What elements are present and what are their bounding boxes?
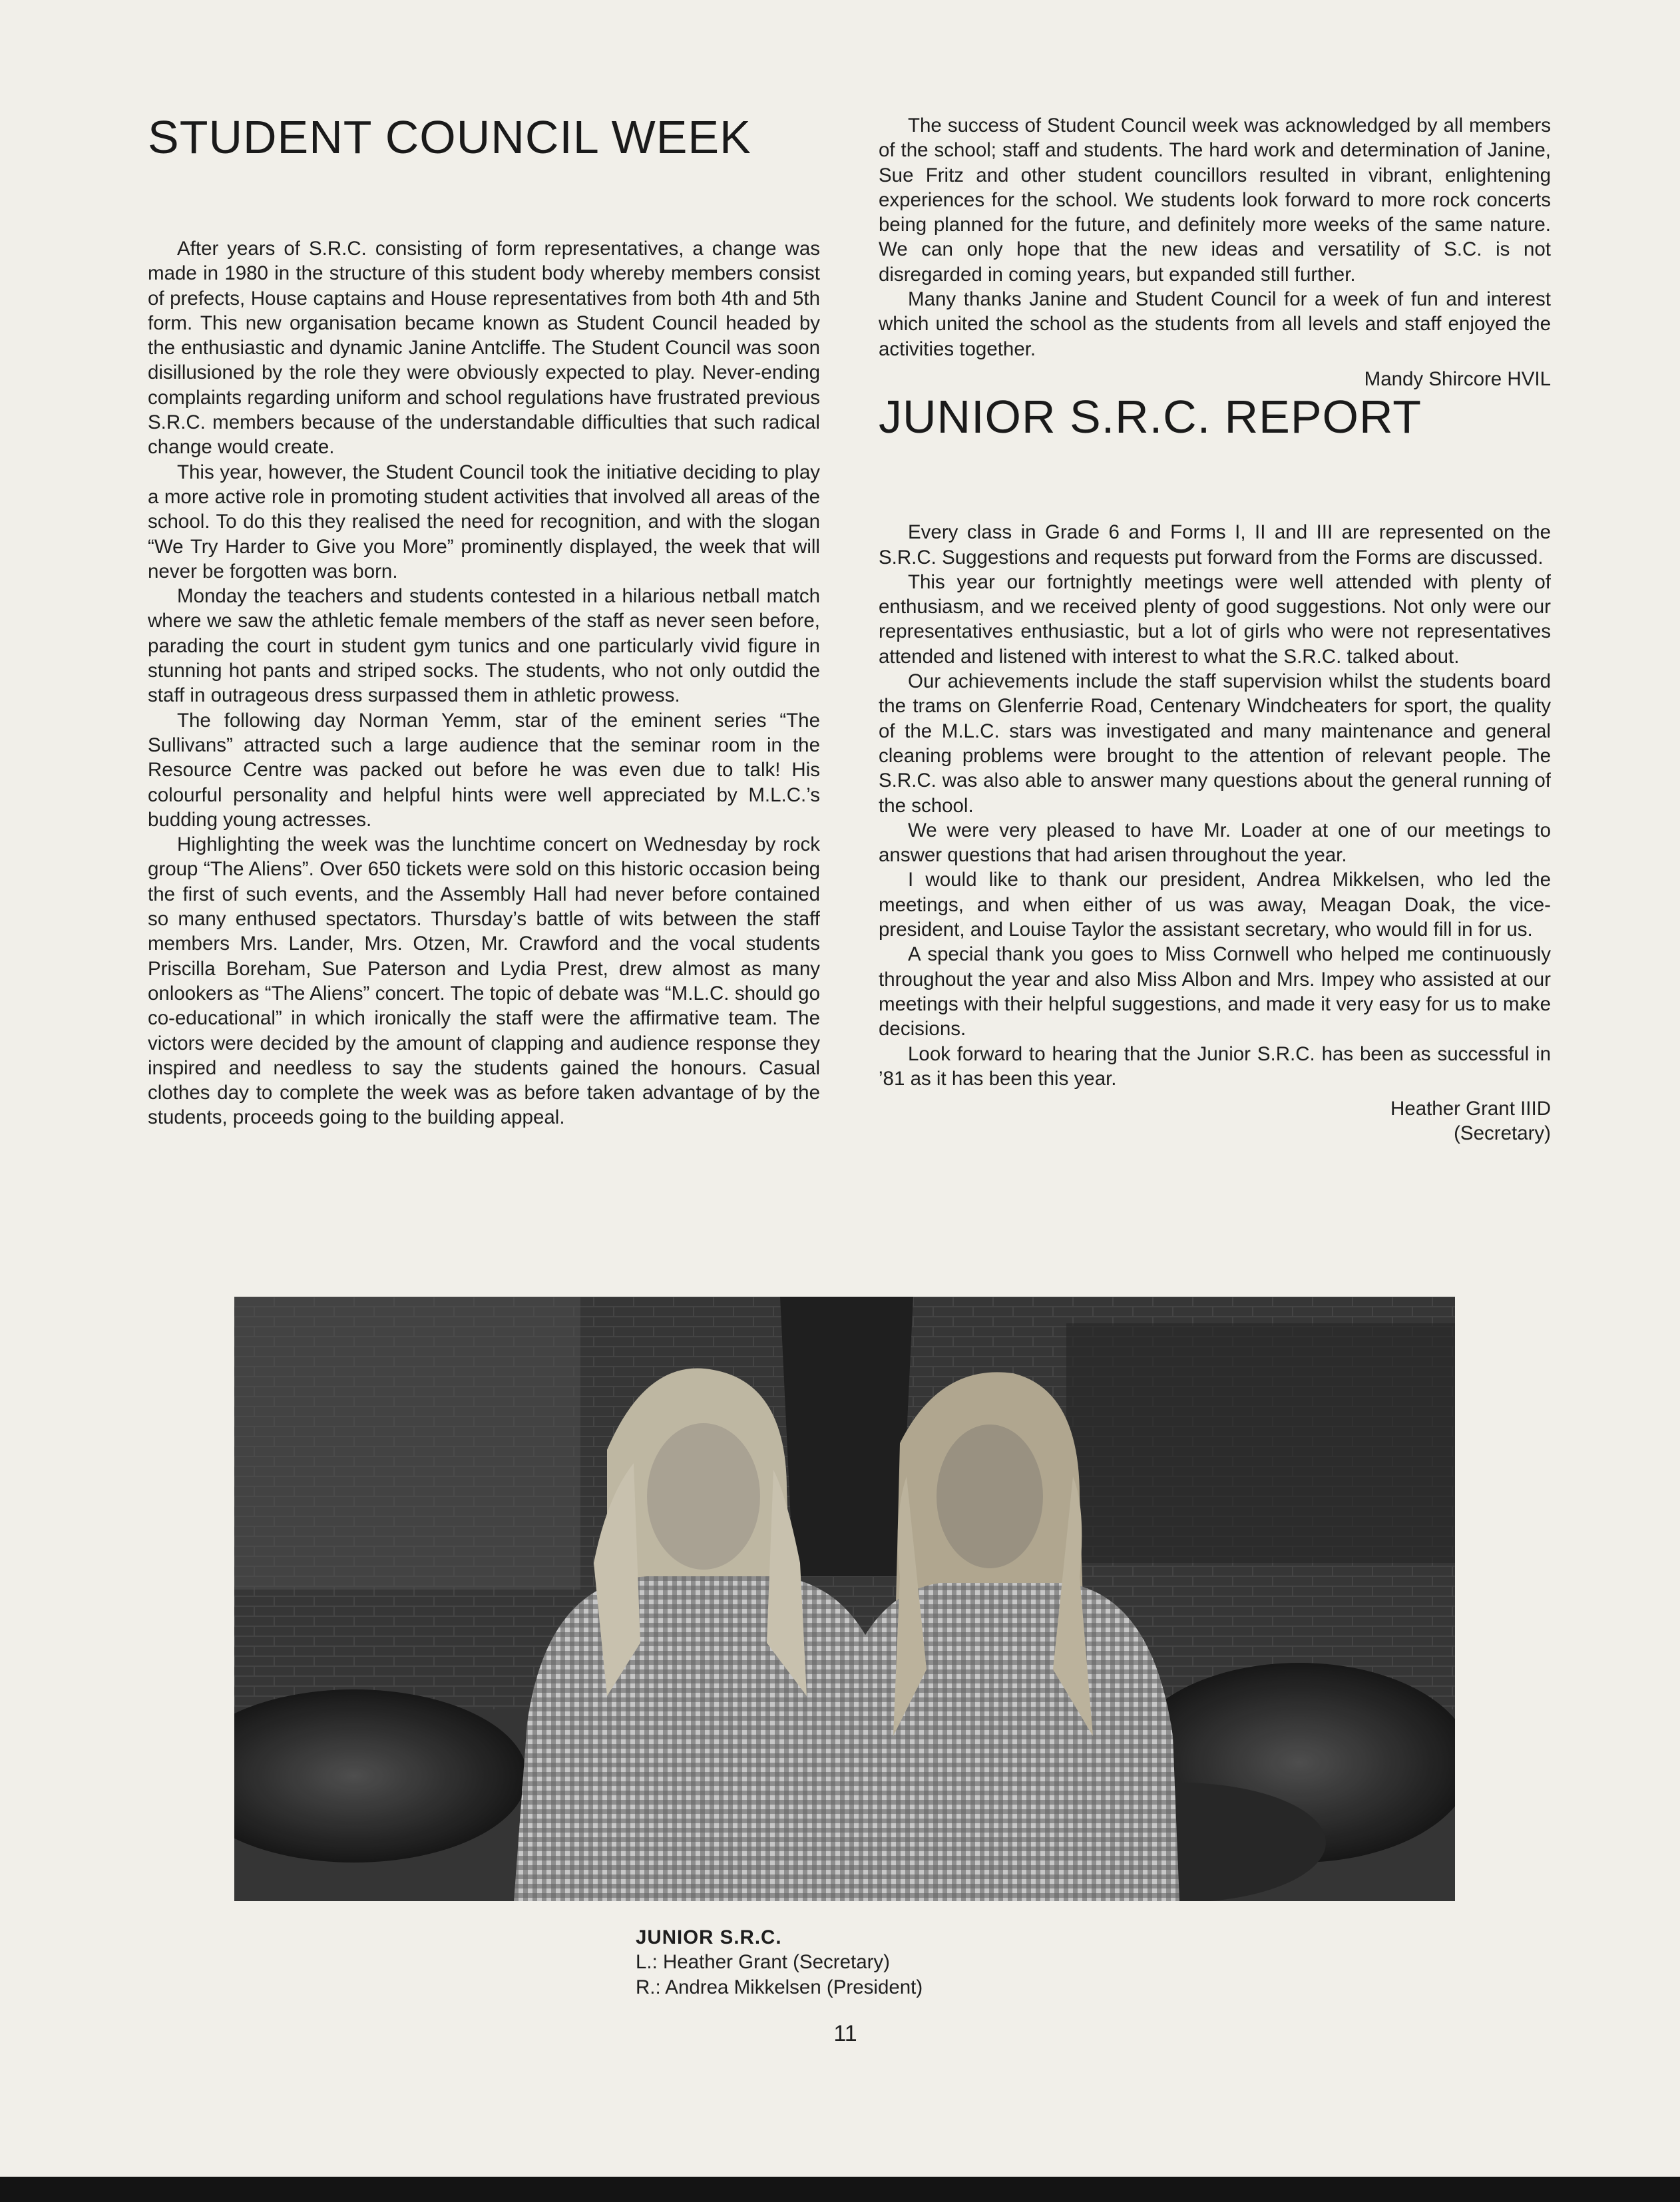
article-paragraph: After years of S.R.C. consisting of form representatives, a change was made in 1980 in the structure of this student body whereby members consist of prefects, House captains and House representatives from both 4th and 5th form. This new organisation became known as Student Council headed by the enthusiastic and dynamic Janine Antcliffe. The Student Council was soon disillusioned by the role they were obviously expected to play. Never-ending complaints regarding uniform and school regulations have frustrated previous S.R.C. members because of the understandable difficulties that such radical change would create. <box>148 238 820 459</box>
student-council-title: STUDENT COUNCIL WEEK <box>148 111 751 163</box>
junior-src-title: JUNIOR S.R.C. REPORT <box>879 391 1422 443</box>
left-column <box>148 112 820 1130</box>
article-paragraph: I would like to thank our president, Andrea Mikkelsen, who led the meetings, and when either of us was away, Meagan Doak, the vice-president, and Louise Taylor the assistant secretary, who would fill in for us. <box>879 869 1551 941</box>
junior-src-signature <box>879 1096 1551 1146</box>
student-council-body <box>148 236 820 1130</box>
article-paragraph: The following day Norman Yemm, star of the eminent series “The Sullivans” attracted such a large audience that the seminar room in the Resource Centre was packed out before he was even due to talk! His colourful personality and helpful hints were well appreciated by M.L.C.’s budding young actresses. <box>148 709 820 831</box>
article-paragraph: Many thanks Janine and Student Council for a week of fun and interest which united the school as the students from all levels and staff enjoyed the activities together. <box>879 288 1551 360</box>
article-paragraph: A special thank you goes to Miss Cornwell who helped me continuously throughout the year and also Miss Albon and Mrs. Impey who assisted at our meetings with their helpful suggestions, and made it very easy for us to make decisions. <box>879 943 1551 1040</box>
photo-caption <box>636 1925 1102 2000</box>
page-number: 11 <box>833 2021 857 2046</box>
signature-role: (Secretary) <box>1454 1122 1551 1145</box>
article-paragraph: This year our fortnightly meetings were well attended with plenty of enthusiasm, and we received plenty of good suggestions. Not only were our representatives enthusiastic, but a lot of girls who were not representatives attended and listened with interest to what the S.R.C. talked about. <box>879 570 1551 668</box>
junior-src-body <box>879 520 1551 1091</box>
photo-illustration <box>234 1297 1455 1901</box>
article-paragraph: Highlighting the week was the lunchtime concert on Wednesday by rock group “The Aliens”. Over 650 tickets were sold on this historic occasion being the first of such events, and the Assembly Hall had never before contained so many enthused spectators. Thursday’s battle of wits between the staff members Mrs. Lander, Mrs. Otzen, Mr. Crawford and the vocal students Priscilla Boreham, Sue Paterson and Lydia Prest, drew almost as many onlookers as “The Aliens” concert. The topic of debate was “M.L.C. should go co-educational” in which ironically the staff were the affirmative team. The victors were decided by the amount of clapping and audience response they inspired and needless to say the students gained the honours. Casual clothes day to complete the week was as before taken advantage of by the students, proceeds going to the building appeal. <box>148 833 820 1129</box>
student-council-signature <box>879 367 1551 391</box>
article-paragraph: Every class in Grade 6 and Forms I, II and III are represented on the S.R.C. Suggestions and requests put forward from the Forms are discussed. <box>879 521 1551 568</box>
article-paragraph: This year, however, the Student Council took the initiative deciding to play a more active role in promoting student activities that involved all areas of the school. To do this they realised the need for recognition, and with the slogan “We Try Harder to Give you More” prominently displayed, the week that will never be forgotten was born. <box>148 461 820 582</box>
article-paragraph: Look forward to hearing that the Junior S.R.C. has been as successful in ’81 as it has been this year. <box>879 1042 1551 1090</box>
signature-name: Mandy Shircore HVIL <box>1364 367 1551 390</box>
article-paragraph: Our achievements include the staff supervision whilst the students board the trams on Glenferrie Road, Centenary Windcheaters for sport, the quality of the M.L.C. stars was investigated and many maintenance and general cleaning problems were brought to the attention of relevant people. The S.R.C. was also able to answer many questions about the general running of the school. <box>879 670 1551 817</box>
caption-right: R.: Andrea Mikkelsen (President) <box>636 1976 923 1998</box>
scan-edge <box>0 2177 1680 2202</box>
right-column <box>879 113 1551 1146</box>
article-paragraph: We were very pleased to have Mr. Loader at one of our meetings to answer questions that had arisen throughout the year. <box>879 819 1551 867</box>
article-paragraph: Monday the teachers and students contested in a hilarious netball match where we saw the athletic female members of the staff as never seen before, parading the court in student gym tunics and one particularly vivid figure in stunning hot pants and striped socks. The students, who not only outdid the staff in outrageous dress surpassed them in athletic prowess. <box>148 585 820 707</box>
caption-title: JUNIOR S.R.C. <box>636 1926 782 1948</box>
signature-name: Heather Grant IIID <box>1390 1098 1551 1120</box>
junior-src-photo <box>234 1297 1455 1901</box>
article-paragraph: The success of Student Council week was acknowledged by all members of the school; staff and students. The hard work and determination of Janine, Sue Fritz and other student councillors resulted in vibrant, enlightening experiences for the school. We students look forward to more rock concerts being planned for the future, and definitely more weeks of the same nature. We can only hope that the new ideas and versatility of S.C. is not disregarded in coming years, but expanded still further. <box>879 114 1551 286</box>
caption-left: L.: Heather Grant (Secretary) <box>636 1951 891 1974</box>
